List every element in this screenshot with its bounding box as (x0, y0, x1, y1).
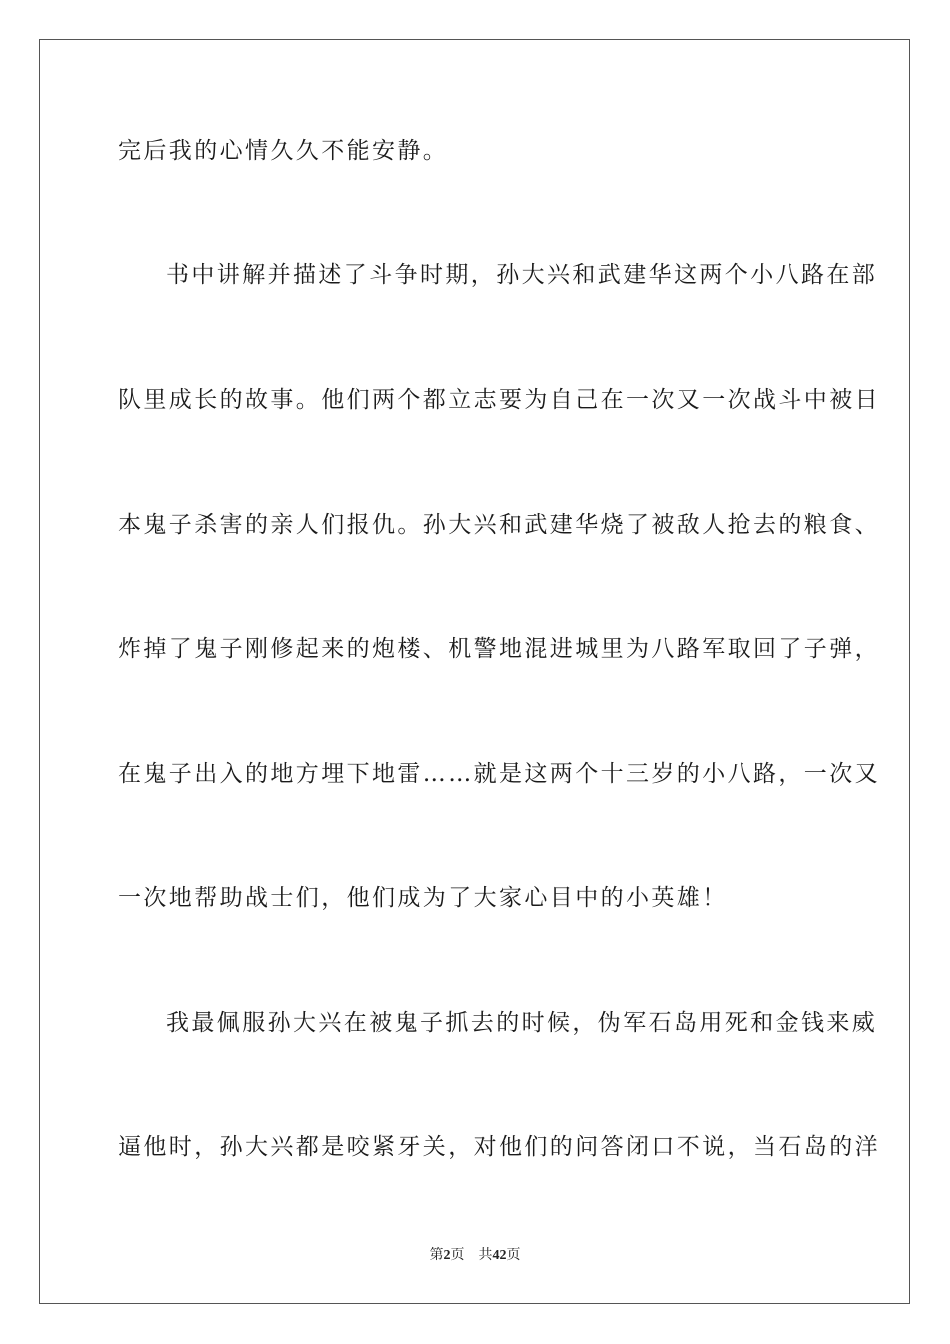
text-line: 炸掉了鬼子刚修起来的炮楼、机警地混进城里为八路军取回了子弹， (118, 636, 880, 662)
footer-page-number: 2 (443, 1248, 451, 1263)
text-line: 我最佩服孙大兴在被鬼子抓去的时候，伪军石岛用死和金钱来威 (166, 1010, 878, 1036)
page-footer (0, 1246, 950, 1266)
text-line: 一次地帮助战士们，他们成为了大家心目中的小英雄！ (118, 885, 728, 911)
text-line: 队里成长的故事。他们两个都立志要为自己在一次又一次战斗中被日 (118, 387, 880, 413)
footer-total-unit: 页 (506, 1248, 521, 1263)
footer-total-prefix: 共 (478, 1248, 493, 1263)
text-line: 本鬼子杀害的亲人们报仇。孙大兴和武建华烧了被敌人抢去的粮食、 (118, 512, 880, 538)
text-line: 在鬼子出入的地方埋下地雷……就是这两个十三岁的小八路，一次又 (118, 761, 880, 787)
text-line: 逼他时，孙大兴都是咬紧牙关，对他们的问答闭口不说，当石岛的洋 (118, 1134, 880, 1160)
footer-page-prefix: 第 (429, 1248, 444, 1263)
footer-total-pages: 42 (492, 1248, 507, 1263)
text-line: 书中讲解并描述了斗争时期，孙大兴和武建华这两个小八路在部 (166, 262, 878, 288)
footer-page-unit: 页 (450, 1248, 465, 1263)
text-line: 完后我的心情久久不能安静。 (118, 138, 449, 164)
page-border (39, 39, 910, 1304)
